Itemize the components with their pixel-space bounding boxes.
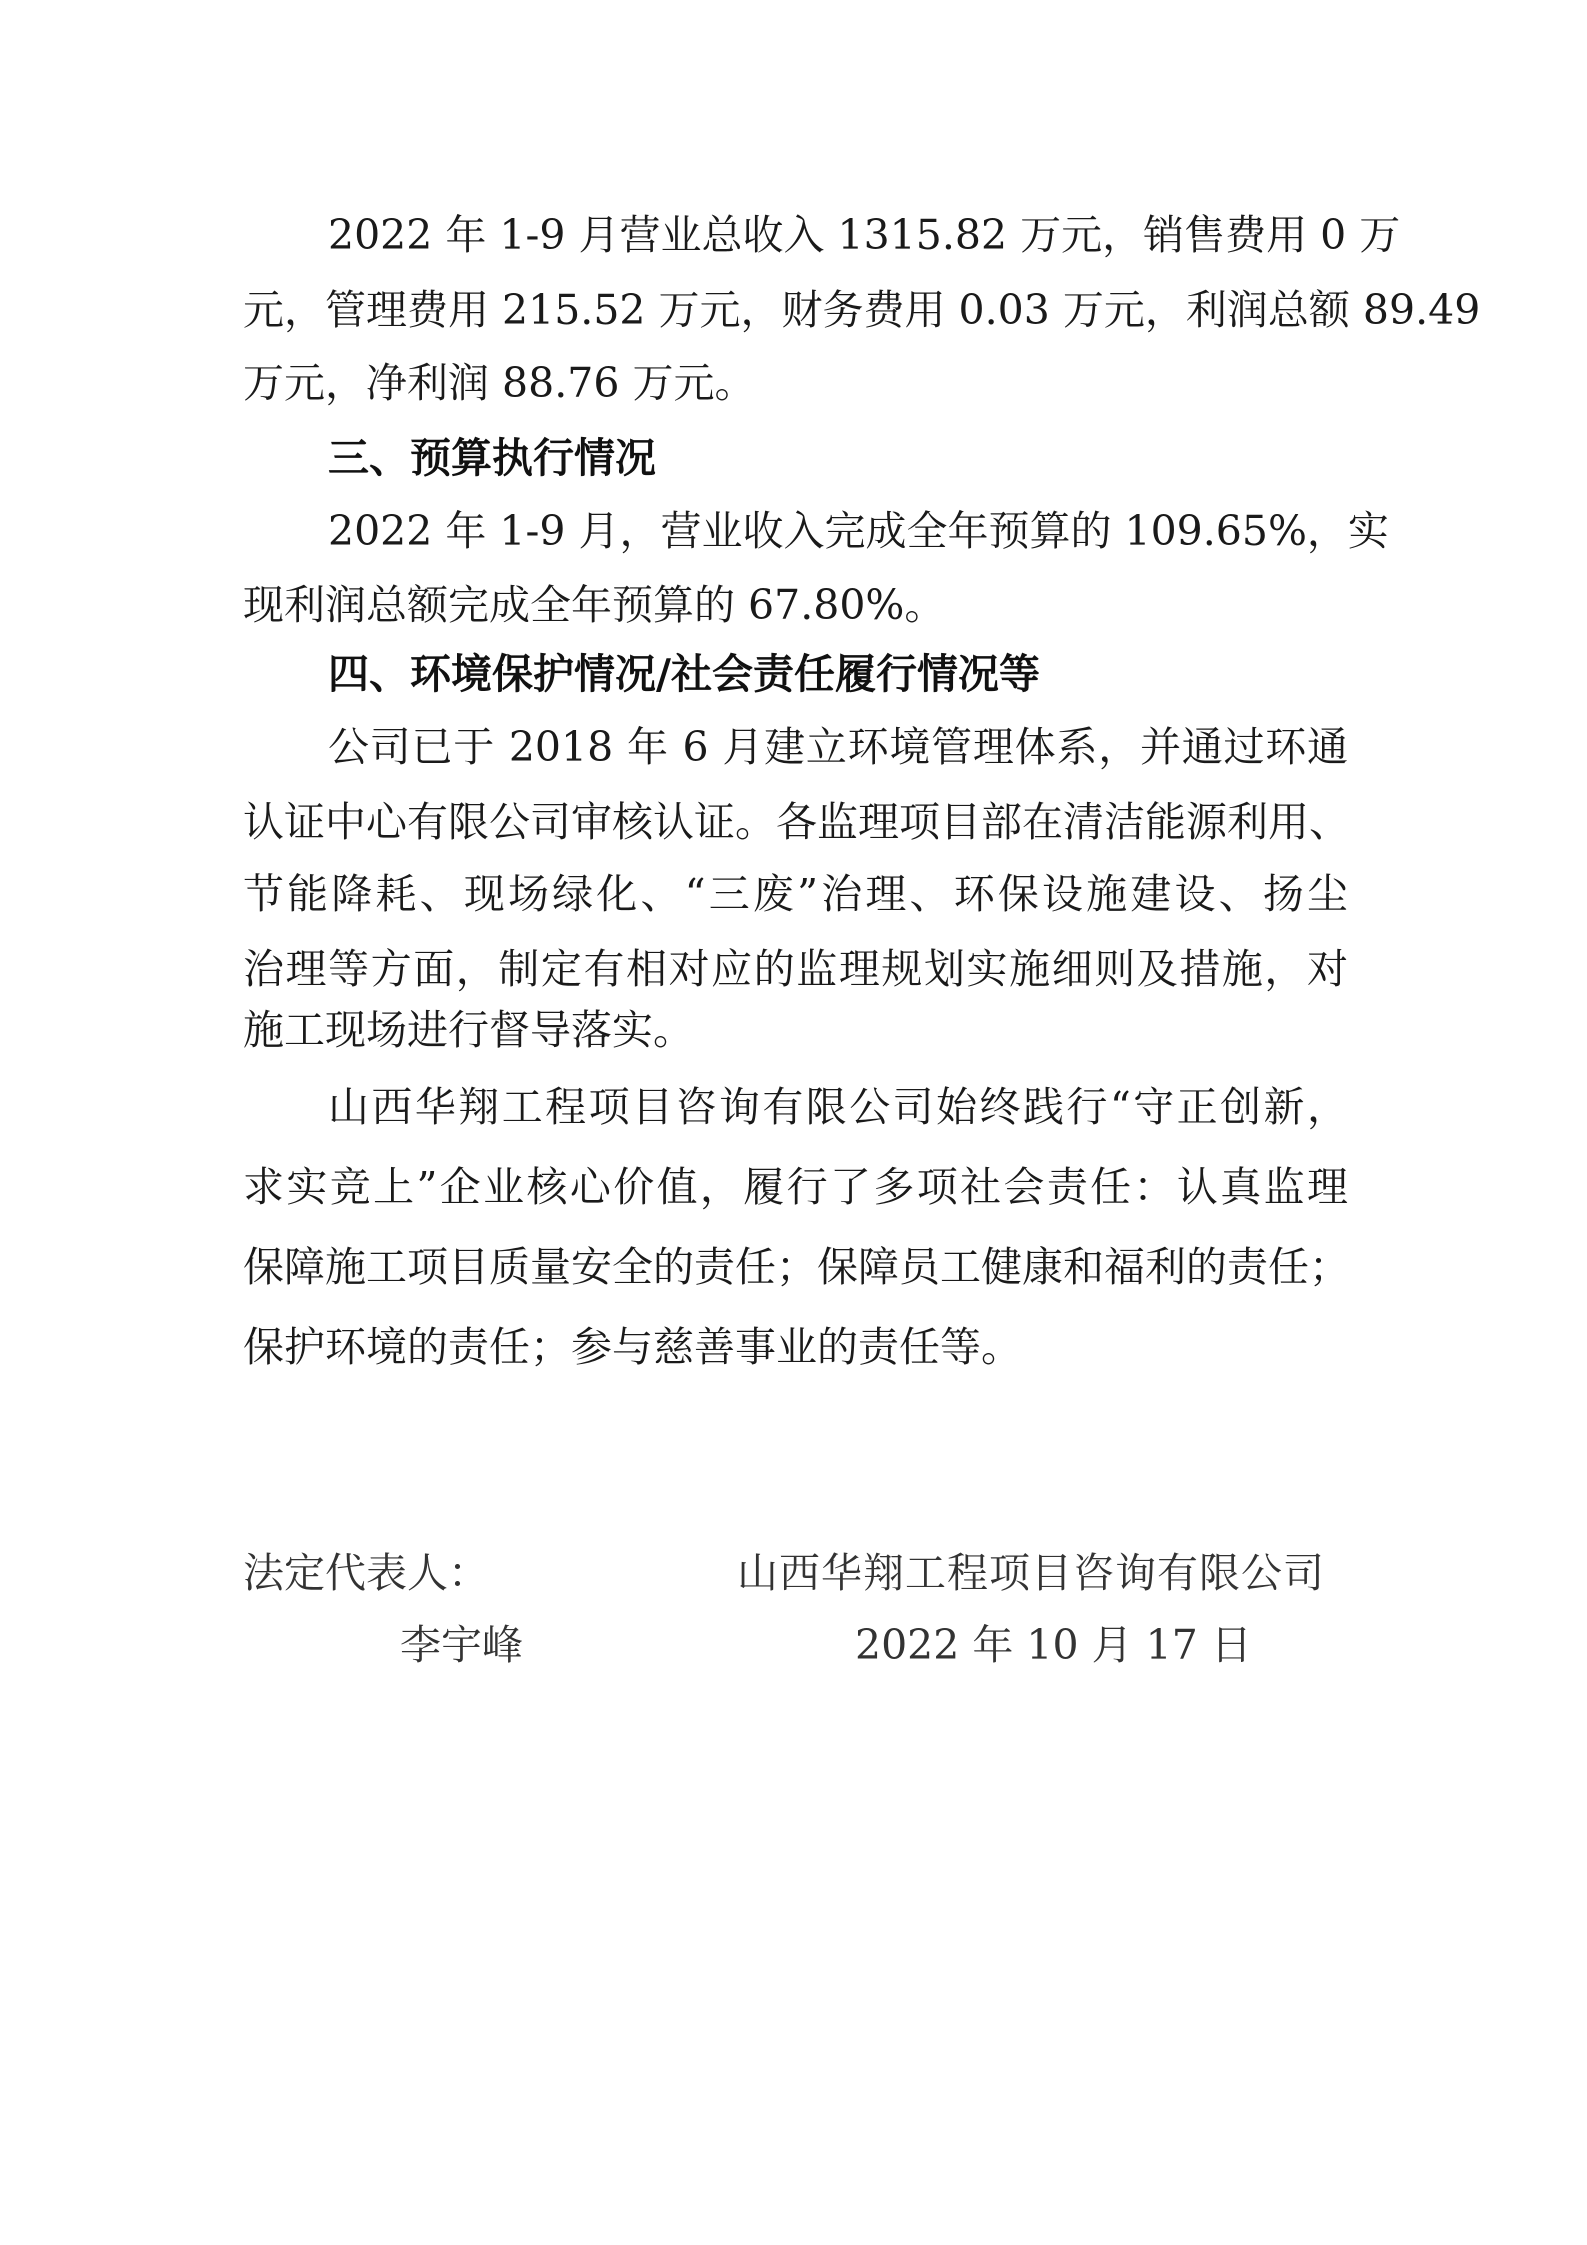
csr-line-2: 求实竞上”企业核心价值，履行了多项社会责任：认真监理 <box>243 1163 1348 1211</box>
env-line-2: 认证中心有限公司审核认证。各监理项目部在清洁能源利用、 <box>243 798 1350 846</box>
csr-line-4: 保护环境的责任；参与慈善事业的责任等。 <box>243 1323 1022 1371</box>
budget-line-2: 现利润总额完成全年预算的 67.80%。 <box>243 581 946 629</box>
legal-representative-label: 法定代表人： <box>243 1549 489 1597</box>
section-4-heading: 四、环境保护情况/社会责任履行情况等 <box>328 650 1040 698</box>
financials-line-1: 2022 年 1-9 月营业总收入 1315.82 万元，销售费用 0 万 <box>328 211 1401 259</box>
env-line-3: 节能降耗、现场绿化、“三废”治理、环保设施建设、扬尘 <box>243 870 1348 918</box>
financials-line-3: 万元，净利润 88.76 万元。 <box>243 359 756 407</box>
env-line-5: 施工现场进行督导落实。 <box>243 1006 694 1054</box>
env-line-1: 公司已于 2018 年 6 月建立环境管理体系，并通过环通 <box>328 723 1348 771</box>
csr-line-3: 保障施工项目质量安全的责任；保障员工健康和福利的责任； <box>243 1243 1350 1291</box>
financials-line-2: 元，管理费用 215.52 万元，财务费用 0.03 万元，利润总额 89.49 <box>243 286 1481 334</box>
budget-line-1: 2022 年 1-9 月，营业收入完成全年预算的 109.65%，实 <box>328 507 1389 555</box>
section-3-heading: 三、预算执行情况 <box>328 434 656 482</box>
csr-line-1: 山西华翔工程项目咨询有限公司始终践行“守正创新， <box>328 1083 1348 1131</box>
company-name: 山西华翔工程项目咨询有限公司 <box>737 1549 1325 1597</box>
env-line-4: 治理等方面，制定有相对应的监理规划实施细则及措施，对 <box>243 945 1348 993</box>
legal-representative-name: 李宇峰 <box>400 1621 523 1669</box>
signature-date: 2022 年 10 月 17 日 <box>855 1621 1252 1669</box>
